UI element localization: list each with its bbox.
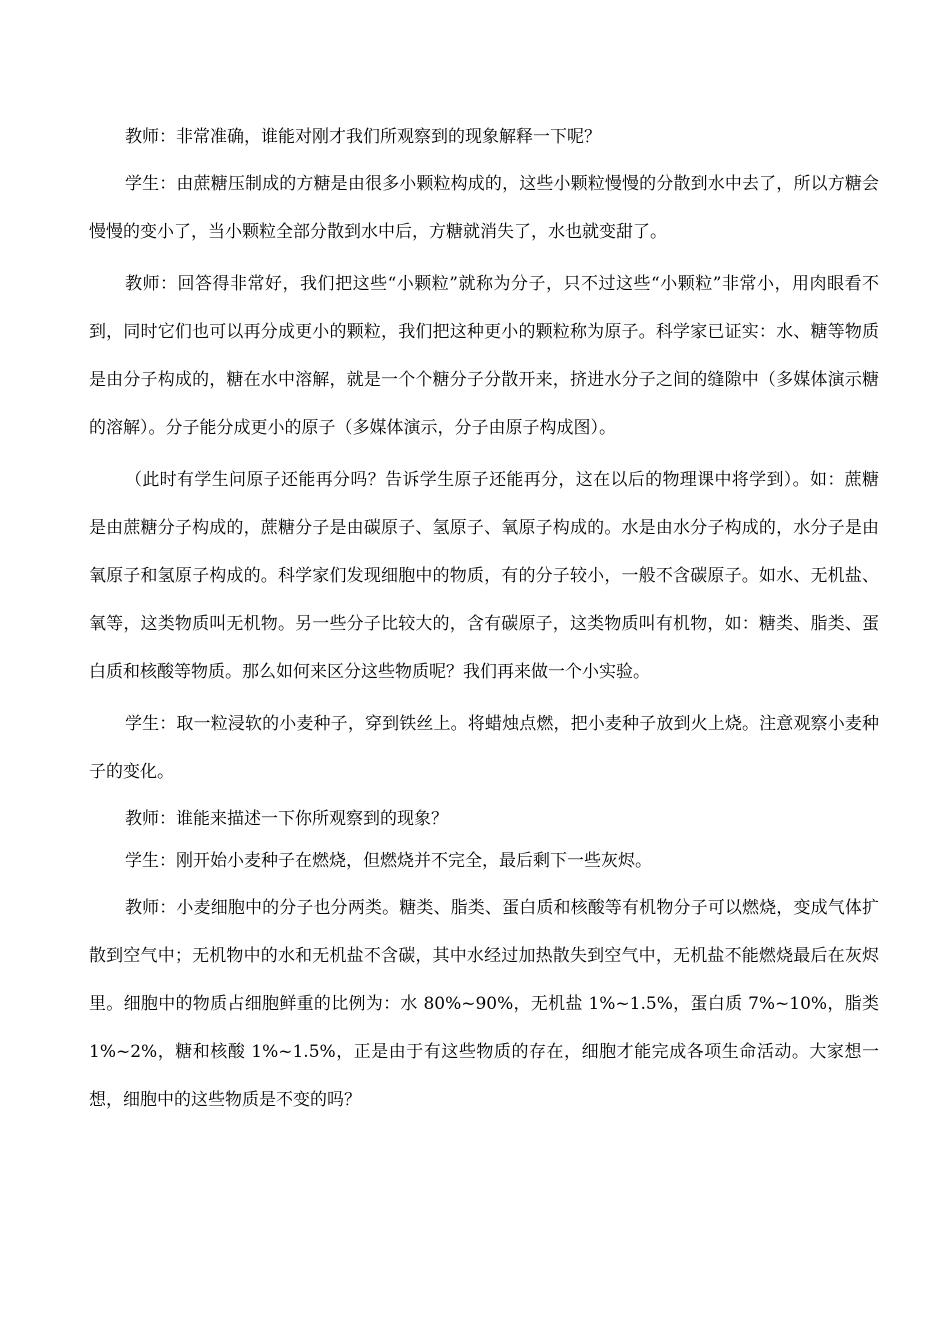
paragraph-teacher-2: 教师：回答得非常好，我们把这些“小颗粒”就称为分子，只不过这些“小颗粒”非常小，用肉眼看不到，同时它们也可以再分成更小的颗粒，我们把这种更小的颗粒称为原子。科学家已证实：水、糖等物质是由分子构成的，糖在水中溶解，就是一个个糖分子分散开来，挤进水分子之间的缝隙中（多媒体演示糖的溶解）。分子能分成更小的原子（多媒体演示，分子由原子构成图）。 bbox=[89, 274, 879, 438]
paragraph-teacher-3: 教师：谁能来描述一下你所观察到的现象？ bbox=[125, 809, 448, 829]
paragraph-student-3: 学生：刚开始小麦种子在燃烧，但燃烧并不完全，最后剩下一些灰烬。 bbox=[125, 851, 652, 871]
paragraph-teacher-1: 教师：非常准确，谁能对刚才我们所观察到的现象解释一下呢？ bbox=[125, 127, 601, 147]
paragraph-student-1: 学生：由蔗糖压制成的方糖是由很多小颗粒构成的，这些小颗粒慢慢的分散到水中去了，所以方糖会慢慢的变小了，当小颗粒全部分散到水中后，方糖就消失了，水也就变甜了。 bbox=[89, 174, 879, 242]
paragraph-student-2: 学生：取一粒浸软的小麦种子，穿到铁丝上。将蜡烛点燃，把小麦种子放到火上烧。注意观察小麦种子的变化。 bbox=[89, 714, 879, 782]
paragraph-note: （此时有学生问原子还能再分吗？告诉学生原子还能再分，这在以后的物理课中将学到）。如：蔗糖是由蔗糖分子构成的，蔗糖分子是由碳原子、氢原子、氧原子构成的。水是由水分子构成的，水分子是由氧原子和氢原子构成的。科学家们发现细胞中的物质，有的分子较小，一般不含碳原子。如水、无机盐、氧等，这类物质叫无机物。另一些分子比较大的，含有碳原子，这类物质叫有机物，如：糖类、脂类、蛋白质和核酸等物质。那么如何来区分这些物质呢？我们再来做一个小实验。 bbox=[89, 470, 879, 682]
document-page bbox=[89, 118, 879, 1128]
paragraph-teacher-4: 教师：小麦细胞中的分子也分两类。糖类、脂类、蛋白质和核酸等有机物分子可以燃烧，变成气体扩散到空气中；无机物中的水和无机盐不含碳，其中水经过加热散失到空气中，无机盐不能燃烧最后在灰烬里。细胞中的物质占细胞鲜重的比例为：水 80%~90%，无机盐 1%~1.5%，蛋白质 7%~10%，脂类 1%~2%，糖和核酸 1%~1.5%，正是由于有这些物质的存在，细胞才能完成各项生命活动。大家想一想，细胞中的这些物质是不变的吗？ bbox=[89, 898, 879, 1110]
